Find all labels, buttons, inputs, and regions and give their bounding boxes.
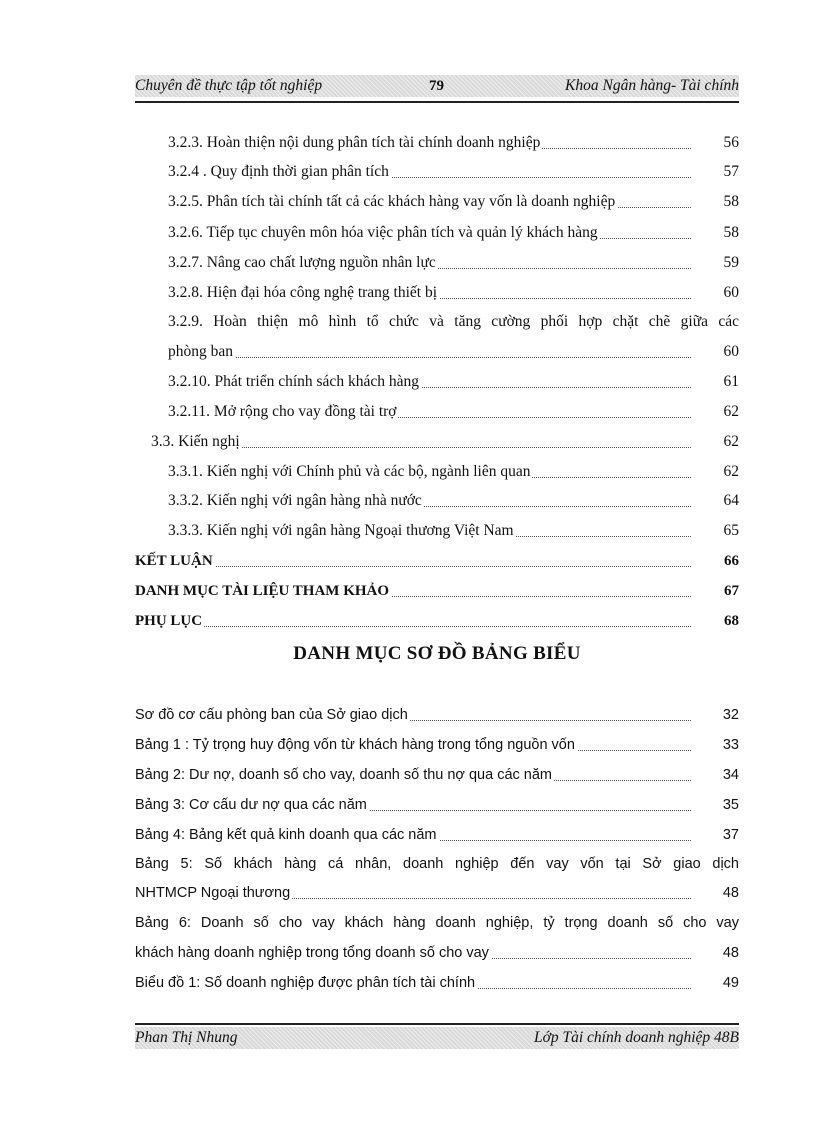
toc-entry-page: 67 [724,583,739,599]
toc-entry-page: 68 [724,613,739,629]
toc-entry-title: 3.2.7. Nâng cao chất lượng nguồn nhân lực [168,251,438,275]
footer-class: Lớp Tài chính doanh nghiệp 48B [533,1029,739,1046]
toc-entry-page: 60 [723,343,739,360]
header-course-title: Chuyên đề thực tập tốt nghiệp [135,77,323,94]
figure-entry [135,823,739,847]
figure-entry-page: 32 [722,707,739,723]
toc-entry-page: 58 [723,193,739,210]
figure-entry [135,971,739,995]
figure-entry [135,941,739,965]
toc-entry-title: DANH MỤC TÀI LIỆU THAM KHẢO [135,579,391,603]
figure-entry [135,793,739,817]
toc-entry [135,609,739,633]
figure-entry-title: Bảng 2: Dư nợ, doanh số cho vay, doanh số thu nợ qua các năm [135,763,554,787]
dot-leader [135,626,691,627]
toc-entry-page: 60 [723,284,739,301]
toc-entry-title: 3.2.6. Tiếp tục chuyên môn hóa việc phân tích và quản lý khách hàng [168,221,600,245]
toc-entry-title: PHỤ LỤC [135,609,204,633]
toc-entry-title: 3.2.3. Hoàn thiện nội dung phân tích tài chính doanh nghiệp [168,131,542,155]
figure-entry-title: Bảng 4: Bảng kết quả kinh doanh qua các năm [135,823,439,847]
toc-entry-title: 3.3. Kiến nghị [151,430,242,454]
figure-entry [135,703,739,727]
toc-entry [168,370,739,394]
figure-entry-title: NHTMCP Ngoại thương [135,881,292,905]
toc-entry-title: 3.2.4 . Quy định thời gian phân tích [168,160,391,184]
toc-entry-page: 64 [723,492,739,509]
toc-entry [135,549,739,573]
page-footer [135,1027,739,1049]
toc-entry-title: 3.3.1. Kiến nghị với Chính phủ và các bộ, ngành liên quan [168,460,532,484]
dot-leader [135,566,691,567]
toc-entry-title: 3.2.11. Mở rộng cho vay đồng tài trợ [168,400,398,424]
toc-entry-title: 3.2.5. Phân tích tài chính tất cả các khách hàng vay vốn là doanh nghiệp [168,190,617,214]
figure-entry-page: 49 [722,975,739,991]
toc-entry-title: KẾT LUẬN [135,549,215,573]
figure-entry-page: 33 [722,737,739,753]
toc-entry-page: 65 [723,522,739,539]
toc-entry-continued-line: 3.2.9. Hoàn thiện mô hình tổ chức và tăng cường phối hợp chặt chẽ giữa các [168,313,739,330]
figure-entry [135,881,739,905]
toc-entry-page: 58 [723,224,739,241]
toc-entry [168,400,739,424]
figure-entry-page: 37 [722,827,739,843]
toc-entry-page: 59 [723,254,739,271]
figure-entry-continued-line: Bảng 5: Số khách hàng cá nhân, doanh nghiệp đến vay vốn tại Sở giao dịch [135,856,739,872]
toc-entry-title: 3.3.3. Kiến nghị với ngân hàng Ngoại thương Việt Nam [168,519,516,543]
figure-entry-title: Bảng 3: Cơ cấu dư nợ qua các năm [135,793,369,817]
toc-entry-page: 62 [723,463,739,480]
toc-entry [168,221,739,245]
figure-entry-page: 35 [722,797,739,813]
toc-entry-title: phòng ban [168,340,235,364]
toc-entry [168,251,739,275]
toc-entry [168,519,739,543]
footer-rule [135,1023,739,1025]
header-faculty: Khoa Ngân hàng- Tài chính [565,77,739,94]
dot-leader [168,357,691,358]
toc-entry-title: 3.3.2. Kiến nghị với ngân hàng nhà nước [168,489,424,513]
figures-list-title: DANH MỤC SƠ ĐỒ BẢNG BIỂU [293,643,581,664]
toc-entry-title: 3.2.8. Hiện đại hóa công nghệ trang thiết bị [168,281,439,305]
toc-entry [168,340,739,364]
toc-entry-title: 3.2.10. Phát triển chính sách khách hàng [168,370,421,394]
figure-entry-page: 48 [722,945,739,961]
figure-entry-continued-line: Bảng 6: Doanh số cho vay khách hàng doanh nghiệp, tỷ trọng doanh số cho vay [135,915,739,931]
figure-entry [135,763,739,787]
figure-entry-page: 48 [722,885,739,901]
figure-entry-title: Sơ đồ cơ cấu phòng ban của Sở giao dịch [135,703,410,727]
toc-entry [151,430,739,454]
page-header [135,75,739,97]
toc-entry-page: 56 [723,134,739,151]
toc-entry [135,579,739,603]
figure-entry-title: Biểu đồ 1: Số doanh nghiệp được phân tích tài chính [135,971,477,995]
toc-entry [168,160,739,184]
toc-entry-page: 66 [724,553,739,569]
toc-entry [168,131,739,155]
toc-entry-page: 62 [723,403,739,420]
figure-entry-title: khách hàng doanh nghiệp trong tổng doanh số cho vay [135,941,491,965]
header-rule [135,101,739,103]
toc-entry-page: 62 [723,433,739,450]
toc-entry-page: 61 [723,373,739,390]
toc-entry [168,489,739,513]
toc-entry [168,460,739,484]
toc-entry [168,281,739,305]
footer-author: Phan Thị Nhung [135,1029,238,1046]
toc-entry-page: 57 [723,163,739,180]
toc-entry [168,190,739,214]
figure-entry-page: 34 [722,767,739,783]
figure-entry-title: Bảng 1 : Tỷ trọng huy động vốn từ khách hàng trong tổng nguồn vốn [135,733,577,757]
header-page-number: 79 [429,78,444,94]
figure-entry [135,733,739,757]
